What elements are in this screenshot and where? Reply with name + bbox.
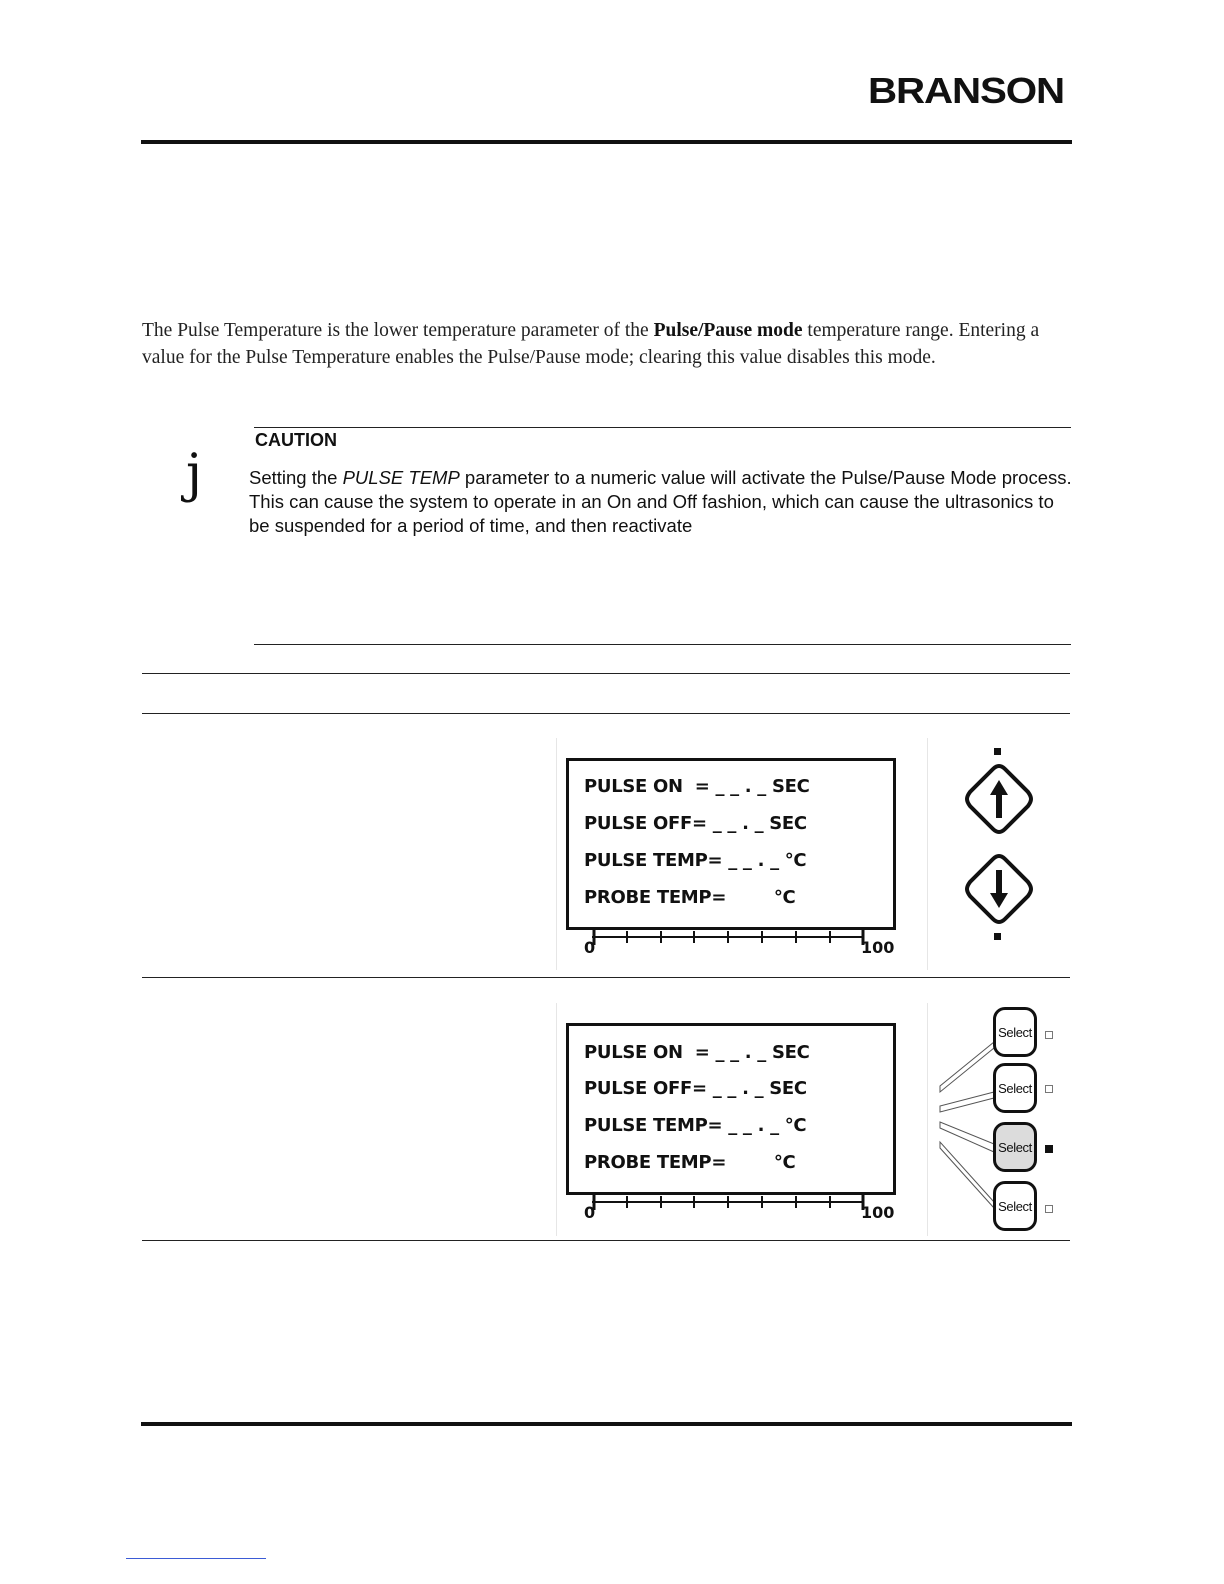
display-row-probe-temp: PROBE TEMP= °C (584, 887, 796, 908)
select-led-pulse-off (1045, 1085, 1053, 1093)
display-row-pulse-on: PULSE ON = _ _ . _ SEC (584, 776, 810, 797)
down-indicator-icon (994, 933, 1001, 940)
scale-min-label: 0 (584, 1203, 596, 1222)
intro-text-1: The Pulse Temperature is the lower temperature parameter of the (142, 320, 654, 341)
scale-max-label: 100 (861, 1203, 895, 1222)
intro-bold-term: Pulse/Pause mode (653, 320, 803, 341)
scale-min-label: 0 (584, 938, 596, 957)
header-rule (141, 140, 1072, 144)
footer-link-underline[interactable] (126, 1558, 266, 1559)
up-indicator-icon (994, 748, 1001, 755)
display-row-pulse-on: PULSE ON = _ _ . _ SEC (584, 1042, 810, 1063)
lcd-display (566, 1023, 896, 1195)
lcd-display (566, 758, 896, 930)
select-led-pulse-on (1045, 1031, 1053, 1039)
display-row-pulse-off: PULSE OFF= _ _ . _ SEC (584, 813, 807, 834)
select-button-pulse-temp[interactable]: Select (993, 1122, 1037, 1172)
display-row-pulse-temp: PULSE TEMP= _ _ . _ °C (584, 1115, 807, 1136)
select-led-probe-temp (1045, 1205, 1053, 1213)
footer-rule (141, 1422, 1072, 1426)
column-divider (556, 738, 557, 970)
intro-paragraph (142, 318, 1077, 371)
caution-bottom-rule (254, 644, 1071, 645)
caution-top-rule (254, 427, 1071, 428)
column-divider (927, 1003, 928, 1236)
table-rule-1 (142, 673, 1070, 674)
caution-text-2: parameter to a numeric value will activate the Pulse/Pause Mode process. This can cause the system to operate in an On and Off fashion, which can cause the ultrasonics to be suspended for a period of time, and then reactivate (249, 467, 1072, 536)
column-divider (927, 738, 928, 970)
select-button-probe-temp[interactable]: Select (993, 1181, 1037, 1231)
table-rule-4 (142, 1240, 1070, 1241)
up-arrow-key-icon[interactable] (964, 763, 1034, 835)
temperature-scale (580, 1187, 880, 1217)
display-row-pulse-off: PULSE OFF= _ _ . _ SEC (584, 1078, 807, 1099)
select-led-pulse-temp (1045, 1145, 1053, 1153)
caution-text (249, 466, 1079, 538)
caution-icon: j (186, 444, 203, 504)
down-arrow-key-icon[interactable] (964, 853, 1034, 925)
table-rule-2 (142, 713, 1070, 714)
intro-text-2: temperature range. Entering a value for the Pulse Temperature enables the Pulse/Pause mode; clearing this value disables this mode. (142, 320, 1040, 368)
column-divider (556, 1003, 557, 1236)
caution-param-name: PULSE TEMP (342, 467, 460, 488)
select-leader-lines (938, 1020, 998, 1230)
select-button-pulse-off[interactable]: Select (993, 1063, 1037, 1113)
caution-text-1: Setting the (249, 467, 343, 488)
select-button-pulse-on[interactable]: Select (993, 1007, 1037, 1057)
display-row-probe-temp: PROBE TEMP= °C (584, 1152, 796, 1173)
display-row-pulse-temp: PULSE TEMP= _ _ . _ °C (584, 850, 807, 871)
caution-title: CAUTION (255, 430, 337, 450)
temperature-scale (580, 922, 880, 952)
table-rule-3 (142, 977, 1070, 978)
branson-logo: BRANSON (868, 70, 1065, 111)
scale-max-label: 100 (861, 938, 895, 957)
